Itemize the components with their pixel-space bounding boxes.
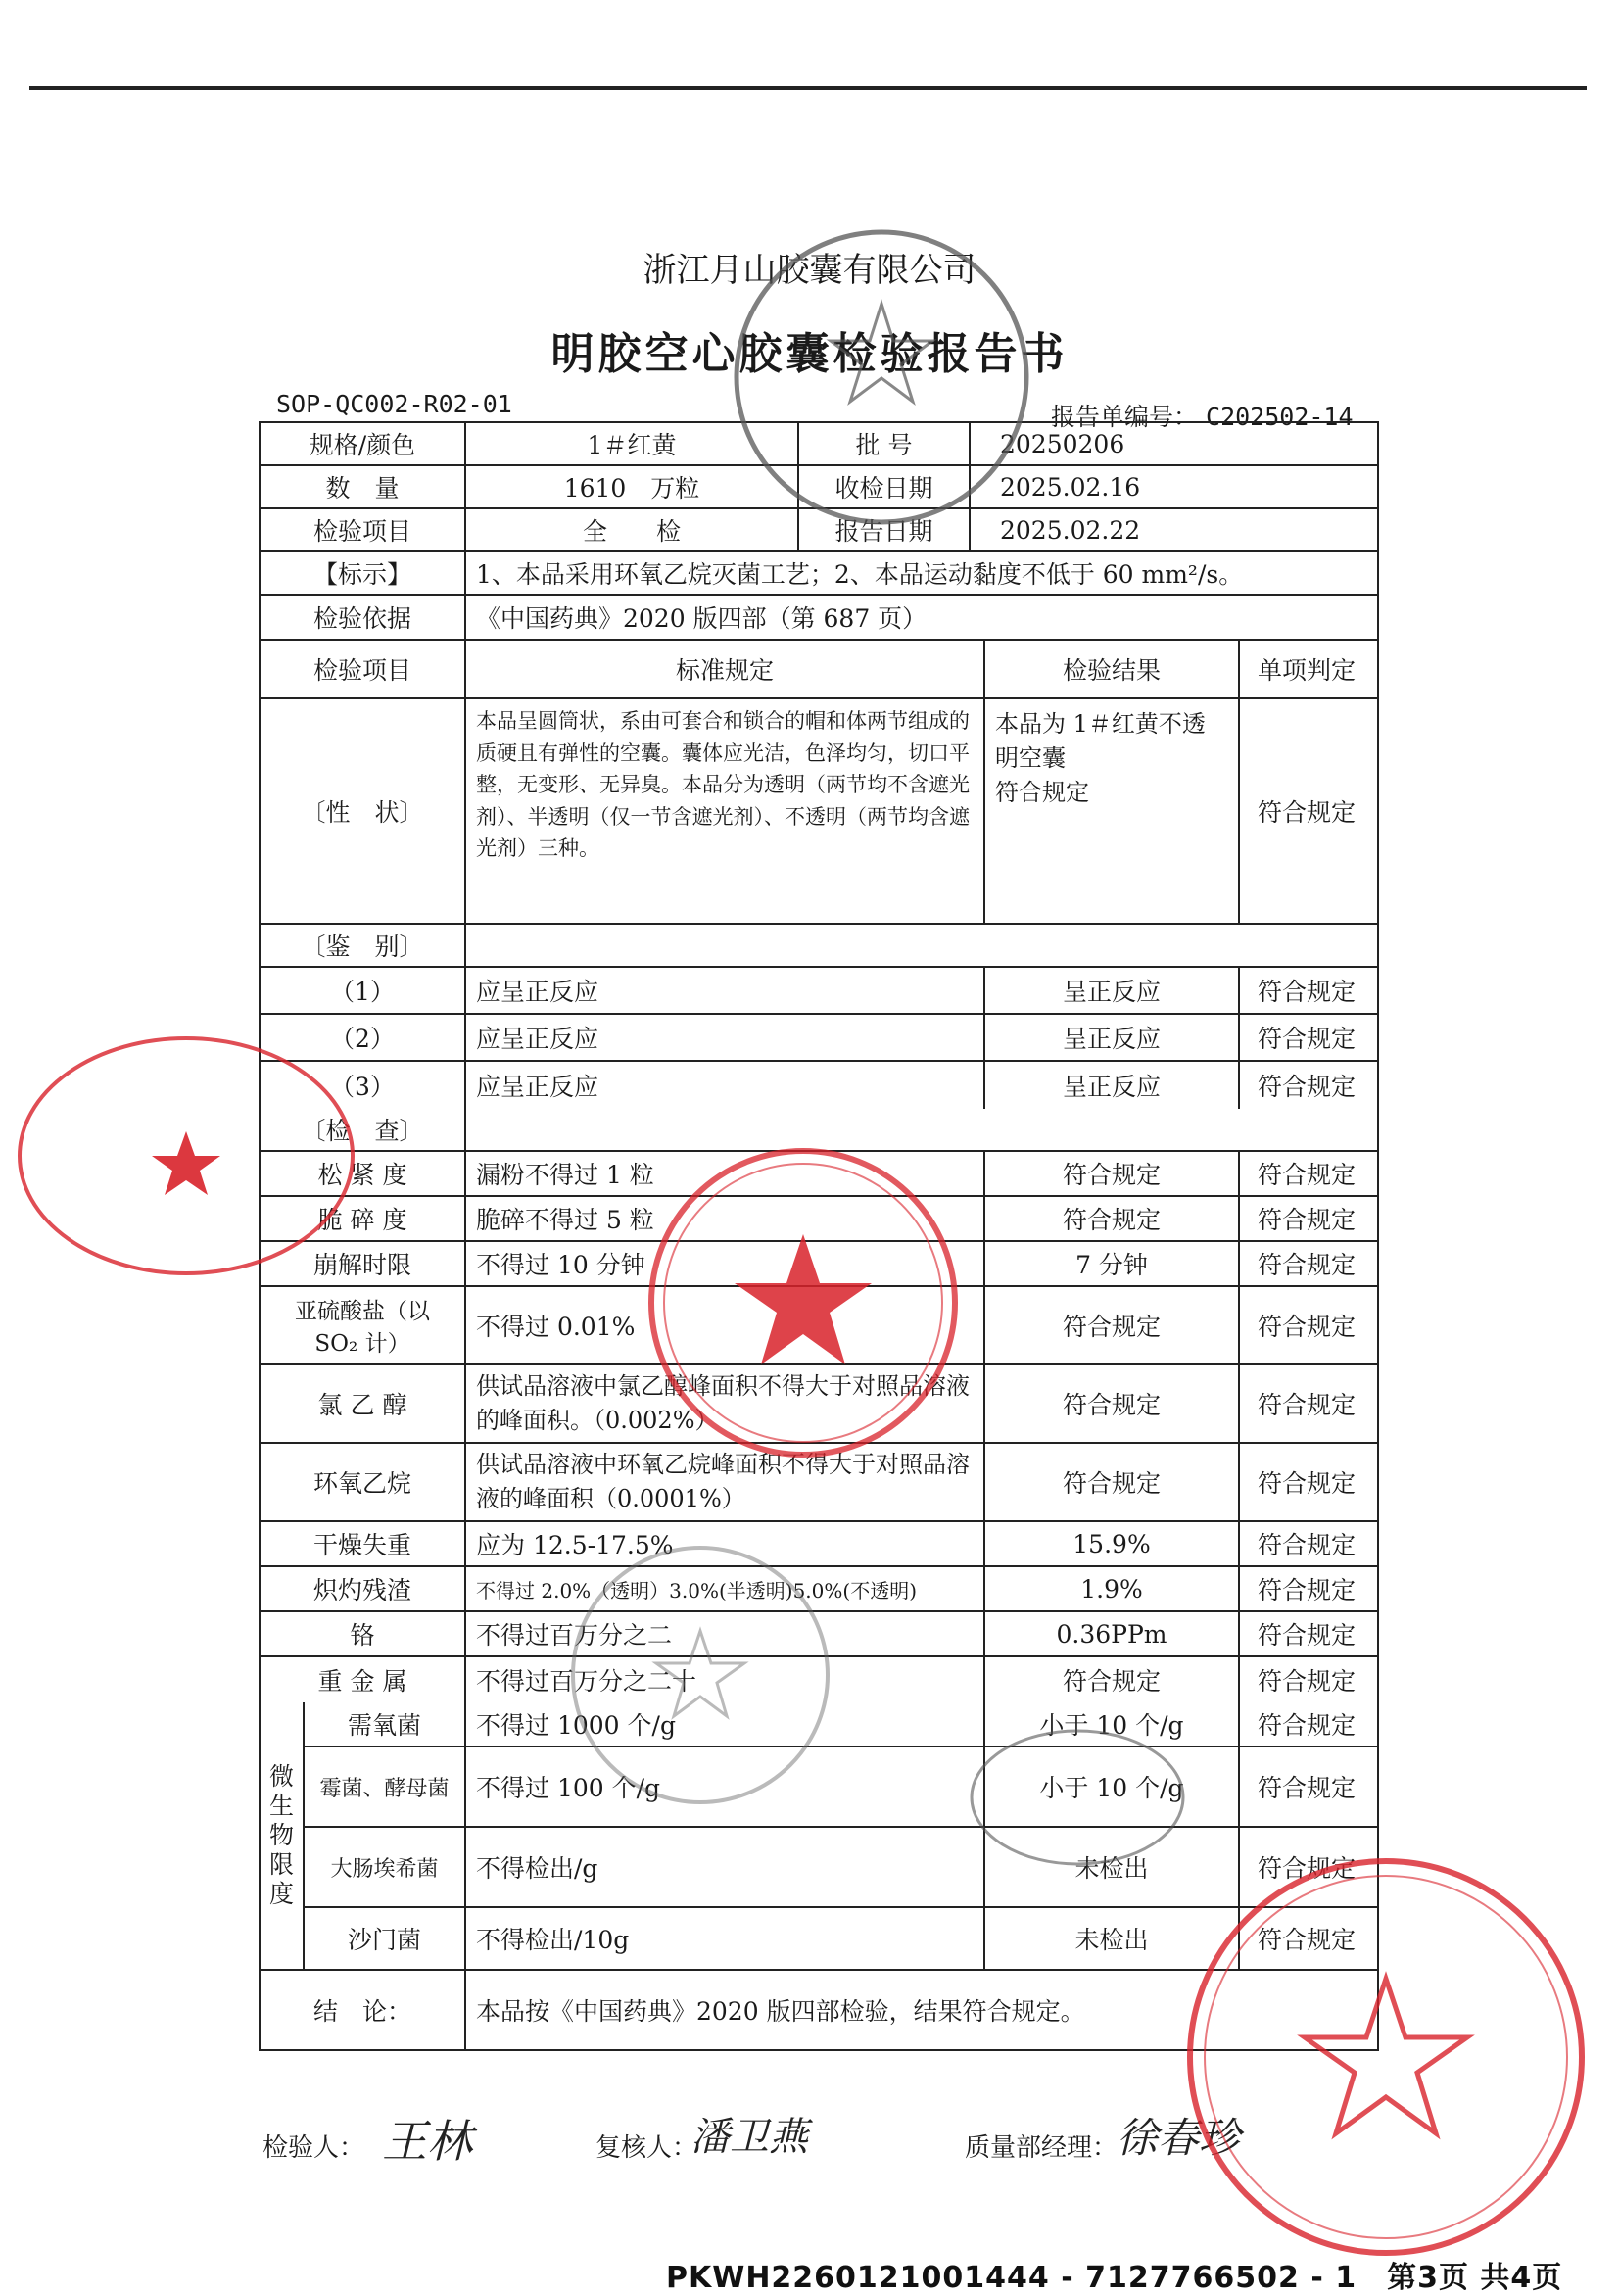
qty-row	[261, 466, 1377, 509]
check-rows	[261, 1152, 1377, 1702]
result-cell: 符合规定	[985, 1657, 1240, 1702]
report-number-value: C202502-14	[1206, 403, 1354, 431]
result-cell: 未检出	[985, 1908, 1240, 1969]
identification-label: 〔鉴 别〕	[261, 925, 466, 966]
check-label: 〔检 查〕	[261, 1109, 466, 1150]
table-row	[305, 1828, 1377, 1908]
result-cell: 呈正反应	[985, 968, 1240, 1013]
result-cell: 呈正反应	[985, 1062, 1240, 1109]
col-result: 检验结果	[985, 641, 1240, 697]
judge-cell: 符合规定	[1257, 1161, 1356, 1189]
micro-section	[261, 1702, 1377, 1971]
judge-cell: 符合规定	[1257, 1711, 1356, 1740]
table-row	[305, 1747, 1377, 1828]
mark-label: 【标示】	[261, 552, 466, 594]
micro-label: 微生物限度	[261, 1702, 305, 1969]
judge-cell: 符合规定	[1257, 1251, 1356, 1279]
conclusion-row	[261, 1971, 1377, 2049]
item-cell: 亚硫酸盐（以 SO₂ 计）	[261, 1287, 466, 1363]
item-cell: 需氧菌	[305, 1702, 466, 1746]
judge-cell: 符合规定	[1257, 1025, 1356, 1053]
qty-value: 1610 万粒	[466, 466, 799, 507]
standard-cell: 不得过 10 分钟	[466, 1242, 985, 1285]
judge-cell: 符合规定	[1257, 1206, 1356, 1234]
inspector-signature: 王林	[382, 2115, 472, 2168]
identification-header	[261, 925, 1377, 968]
spec-value: 1＃红黄	[466, 423, 799, 464]
judge-cell: 符合规定	[1257, 1926, 1356, 1954]
conclusion-label: 结 论：	[261, 1971, 466, 2049]
batch-label: 批 号	[799, 423, 971, 464]
item-cell: 铬	[261, 1612, 466, 1655]
table-row	[305, 1702, 1377, 1747]
result-cell: 小于 10 个/g	[985, 1747, 1240, 1826]
appearance-result: 本品为 1＃红黄不透明空囊 符合规定	[985, 699, 1240, 923]
table-row	[261, 968, 1377, 1015]
basis-label: 检验依据	[261, 596, 466, 639]
table-row	[261, 1287, 1377, 1365]
appearance-standard: 本品呈圆筒状，系由可套合和锁合的帽和体两节组成的质硬且有弹性的空囊。囊体应光洁，色泽均匀，切口平整，无变形、无异臭。本品分为透明（两节均不含遮光剂）、半透明（仅一节含遮光剂）、不透明（两节均含遮光剂）三种。	[466, 699, 985, 923]
appearance-label: 〔性 状〕	[261, 699, 466, 923]
judge-cell: 符合规定	[1257, 1531, 1356, 1559]
conclusion-text: 本品按《中国药典》2020 版四部检验，结果符合规定。	[476, 1997, 1085, 2026]
standard-cell: 不得过 100 个/g	[466, 1747, 985, 1826]
item-cell: 环氧乙烷	[261, 1444, 466, 1520]
spec-label: 规格/颜色	[261, 423, 466, 464]
standard-cell: 不得过 2.0%（透明）3.0%(半透明)5.0%(不透明)	[466, 1567, 985, 1610]
table-row	[261, 1522, 1377, 1567]
item-cell: （3）	[261, 1062, 466, 1109]
judge-cell: 符合规定	[1257, 1576, 1356, 1604]
batch-value: 20250206	[1000, 429, 1125, 458]
inspection-table	[259, 421, 1379, 2051]
sop-code: SOP-QC002-R02-01	[276, 390, 512, 418]
judge-cell: 符合规定	[1257, 1391, 1356, 1419]
basis-value: 《中国药典》2020 版四部（第 687 页）	[476, 604, 928, 633]
report-number-label: 报告单编号：	[1051, 403, 1199, 431]
item-label: 检验项目	[261, 509, 466, 550]
table-row	[305, 1908, 1377, 1969]
item-cell: 脆 碎 度	[261, 1197, 466, 1240]
standard-cell: 应呈正反应	[466, 1062, 985, 1109]
item-row	[261, 509, 1377, 552]
result-cell: 未检出	[985, 1828, 1240, 1906]
table-row	[261, 1062, 1377, 1109]
result-cell: 15.9%	[985, 1522, 1240, 1565]
col-item: 检验项目	[261, 641, 466, 697]
manager-label: 质量部经理：	[965, 2133, 1119, 2163]
mark-value: 1、本品采用环氧乙烷灭菌工艺；2、本品运动黏度不低于 60 mm²/s。	[476, 560, 1244, 589]
col-judge: 单项判定	[1257, 656, 1356, 685]
judge-cell: 符合规定	[1257, 1073, 1356, 1101]
result-cell: 符合规定	[985, 1152, 1240, 1195]
item-value: 全 检	[466, 509, 799, 550]
col-standard: 标准规定	[466, 641, 985, 697]
standard-cell: 供试品溶液中环氧乙烷峰面积不得大于对照品溶液的峰面积（0.0001%）	[466, 1444, 985, 1520]
standard-cell: 不得检出/10g	[466, 1908, 985, 1969]
judge-cell: 符合规定	[1257, 1313, 1356, 1341]
standard-cell: 应呈正反应	[466, 1015, 985, 1060]
column-header-row	[261, 641, 1377, 699]
company-name: 浙江月山胶囊有限公司	[643, 251, 976, 290]
appearance-judge: 符合规定	[1257, 798, 1356, 827]
judge-cell: 符合规定	[1257, 1667, 1356, 1696]
standard-cell: 不得过百万分之二	[466, 1612, 985, 1655]
spec-row	[261, 423, 1377, 466]
table-row	[261, 1612, 1377, 1657]
item-cell: （2）	[261, 1015, 466, 1060]
micro-rows	[305, 1702, 1377, 1969]
item-cell: 重 金 属	[261, 1657, 466, 1702]
qty-label: 数 量	[261, 466, 466, 507]
standard-cell: 不得过 1000 个/g	[466, 1702, 985, 1746]
standard-cell: 供试品溶液中氯乙醇峰面积不得大于对照品溶液的峰面积。（0.002%）	[466, 1365, 985, 1442]
table-row	[261, 1444, 1377, 1522]
result-cell: 0.36PPm	[985, 1612, 1240, 1655]
item-cell: 松 紧 度	[261, 1152, 466, 1195]
judge-cell: 符合规定	[1257, 1469, 1356, 1498]
table-row	[261, 1242, 1377, 1287]
standard-cell: 脆碎不得过 5 粒	[466, 1197, 985, 1240]
item-cell: （1）	[261, 968, 466, 1013]
report-title: 明胶空心胶囊检验报告书	[550, 329, 1069, 379]
recv-value: 2025.02.16	[1000, 472, 1141, 502]
identification-rows	[261, 968, 1377, 1109]
result-cell: 符合规定	[985, 1197, 1240, 1240]
table-row	[261, 1197, 1377, 1242]
standard-cell: 应呈正反应	[466, 968, 985, 1013]
report-date-label: 报告日期	[799, 509, 971, 550]
item-cell: 干燥失重	[261, 1522, 466, 1565]
result-cell: 小于 10 个/g	[985, 1702, 1240, 1746]
item-cell: 崩解时限	[261, 1242, 466, 1285]
report-date-value: 2025.02.22	[1000, 515, 1141, 545]
judge-cell: 符合规定	[1257, 1854, 1356, 1883]
table-row	[261, 1365, 1377, 1444]
result-cell: 符合规定	[985, 1287, 1240, 1363]
manager-signature: 徐春珍	[1117, 2114, 1241, 2162]
judge-cell: 符合规定	[1257, 978, 1356, 1006]
result-cell: 符合规定	[985, 1365, 1240, 1442]
item-cell: 炽灼残渣	[261, 1567, 466, 1610]
standard-cell: 不得过 0.01%	[466, 1287, 985, 1363]
standard-cell: 应为 12.5-17.5%	[466, 1522, 985, 1565]
standard-cell: 漏粉不得过 1 粒	[466, 1152, 985, 1195]
footer-code: PKWH2260121001444 - 7127766502 - 1 第3页 共4页	[666, 2261, 1563, 2295]
judge-cell: 符合规定	[1257, 1774, 1356, 1802]
appearance-row	[261, 699, 1377, 925]
standard-cell: 不得检出/g	[466, 1828, 985, 1906]
reviewer-signature: 潘卫燕	[690, 2115, 808, 2160]
check-header	[261, 1109, 1377, 1152]
reviewer-label: 复核人：	[595, 2133, 698, 2163]
table-row	[261, 1152, 1377, 1197]
top-rule	[29, 86, 1587, 90]
standard-cell: 不得过百万分之二十	[466, 1657, 985, 1702]
recv-label: 收检日期	[799, 466, 971, 507]
result-cell: 7 分钟	[985, 1242, 1240, 1285]
mark-row	[261, 552, 1377, 596]
table-row	[261, 1657, 1377, 1702]
table-row	[261, 1015, 1377, 1062]
basis-row	[261, 596, 1377, 641]
item-cell: 沙门菌	[305, 1908, 466, 1969]
result-cell: 呈正反应	[985, 1015, 1240, 1060]
item-cell: 大肠埃希菌	[305, 1828, 466, 1906]
result-cell: 1.9%	[985, 1567, 1240, 1610]
result-cell: 符合规定	[985, 1444, 1240, 1520]
judge-cell: 符合规定	[1257, 1621, 1356, 1650]
item-cell: 氯 乙 醇	[261, 1365, 466, 1442]
check-blank	[466, 1109, 1373, 1150]
item-cell: 霉菌、酵母菌	[305, 1747, 466, 1826]
table-row	[261, 1567, 1377, 1612]
inspector-label: 检验人：	[262, 2133, 365, 2163]
identification-blank	[466, 925, 1373, 966]
